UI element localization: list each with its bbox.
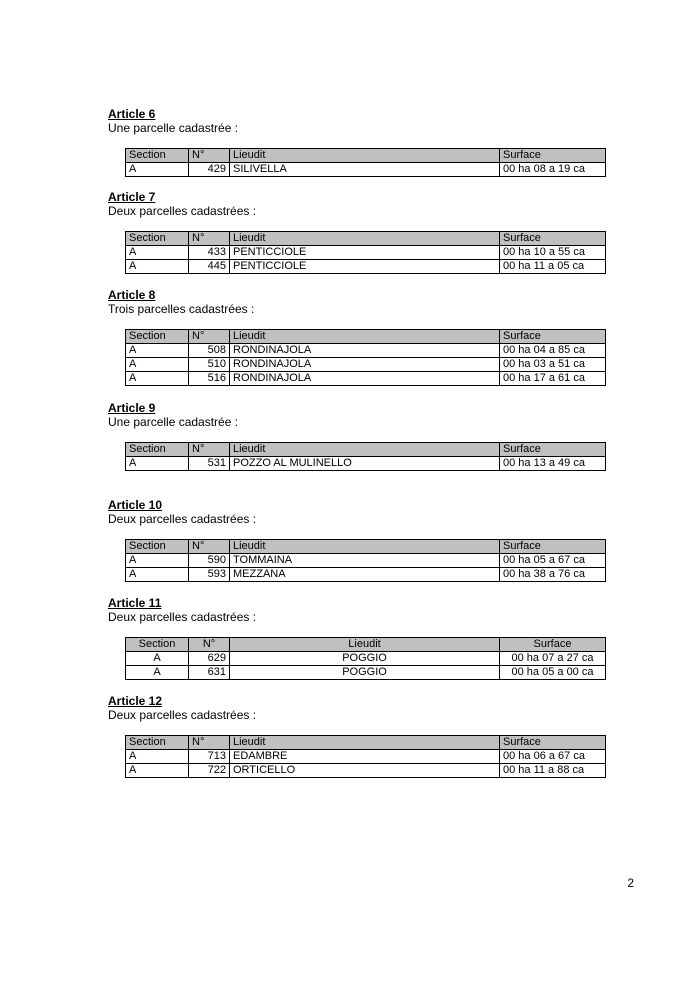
article-title: Article 9 bbox=[108, 401, 156, 415]
parcel-table bbox=[125, 329, 606, 386]
cell-number: 531 bbox=[189, 457, 230, 471]
cell-number: 445 bbox=[189, 260, 230, 274]
table-header-row bbox=[126, 149, 606, 163]
article-title: Article 12 bbox=[108, 694, 163, 708]
article-description: Deux parcelles cadastrées : bbox=[108, 204, 257, 218]
header-number: N° bbox=[189, 232, 230, 246]
header-surface: Surface bbox=[500, 232, 606, 246]
header-section: Section bbox=[126, 330, 189, 344]
table-header-row bbox=[126, 736, 606, 750]
cell-section: A bbox=[126, 246, 189, 260]
cell-surface: 00 ha 03 a 51 ca bbox=[500, 358, 606, 372]
header-number: N° bbox=[189, 638, 230, 652]
article-title: Article 7 bbox=[108, 190, 156, 204]
header-section: Section bbox=[126, 540, 189, 554]
cell-lieudit: PENTICCIOLE bbox=[230, 246, 500, 260]
header-section: Section bbox=[126, 149, 189, 163]
article-description: Deux parcelles cadastrées : bbox=[108, 708, 257, 722]
header-surface: Surface bbox=[500, 330, 606, 344]
article-9 bbox=[108, 401, 585, 469]
cell-number: 510 bbox=[189, 358, 230, 372]
cell-surface: 00 ha 04 a 85 ca bbox=[500, 344, 606, 358]
cell-surface: 00 ha 11 a 88 ca bbox=[500, 764, 606, 778]
table-header-row bbox=[126, 638, 606, 652]
article-description: Une parcelle cadastrée : bbox=[108, 415, 239, 429]
cell-lieudit: RONDINAJOLA bbox=[230, 358, 500, 372]
article-10 bbox=[108, 498, 585, 580]
header-lieudit: Lieudit bbox=[230, 540, 500, 554]
cell-lieudit: RONDINAJOLA bbox=[230, 372, 500, 386]
cell-section: A bbox=[126, 554, 189, 568]
header-lieudit: Lieudit bbox=[230, 330, 500, 344]
cell-number: 433 bbox=[189, 246, 230, 260]
parcel-table bbox=[125, 735, 606, 778]
table-row bbox=[126, 344, 606, 358]
cell-number: 631 bbox=[189, 666, 230, 680]
table-row bbox=[126, 358, 606, 372]
cell-lieudit: TOMMAINA bbox=[230, 554, 500, 568]
article-12 bbox=[108, 694, 585, 776]
article-7 bbox=[108, 190, 585, 272]
header-number: N° bbox=[189, 330, 230, 344]
parcel-table bbox=[125, 637, 606, 680]
cell-section: A bbox=[126, 666, 189, 680]
table-header-row bbox=[126, 443, 606, 457]
table-row bbox=[126, 372, 606, 386]
table-row bbox=[126, 260, 606, 274]
table-row bbox=[126, 457, 606, 471]
cell-lieudit: SILIVELLA bbox=[230, 163, 500, 177]
cell-number: 629 bbox=[189, 652, 230, 666]
table-header-row bbox=[126, 232, 606, 246]
header-lieudit: Lieudit bbox=[230, 149, 500, 163]
header-lieudit: Lieudit bbox=[230, 443, 500, 457]
table-header-row bbox=[126, 540, 606, 554]
cell-lieudit: RONDINAJOLA bbox=[230, 344, 500, 358]
cell-section: A bbox=[126, 652, 189, 666]
cell-section: A bbox=[126, 372, 189, 386]
cell-surface: 00 ha 05 a 67 ca bbox=[500, 554, 606, 568]
cell-number: 722 bbox=[189, 764, 230, 778]
header-section: Section bbox=[126, 443, 189, 457]
article-title: Article 6 bbox=[108, 107, 156, 121]
table-row bbox=[126, 666, 606, 680]
header-section: Section bbox=[126, 736, 189, 750]
cell-lieudit: EDAMBRE bbox=[230, 750, 500, 764]
cell-lieudit: ORTICELLO bbox=[230, 764, 500, 778]
cell-surface: 00 ha 07 a 27 ca bbox=[500, 652, 606, 666]
parcel-table bbox=[125, 539, 606, 582]
cell-lieudit: POGGIO bbox=[230, 652, 500, 666]
article-description: Une parcelle cadastrée : bbox=[108, 121, 239, 135]
cell-number: 429 bbox=[189, 163, 230, 177]
cell-surface: 00 ha 17 a 61 ca bbox=[500, 372, 606, 386]
header-section: Section bbox=[126, 232, 189, 246]
header-surface: Surface bbox=[500, 736, 606, 750]
cell-section: A bbox=[126, 568, 189, 582]
article-title: Article 10 bbox=[108, 498, 163, 512]
cell-section: A bbox=[126, 344, 189, 358]
cell-number: 593 bbox=[189, 568, 230, 582]
table-row bbox=[126, 554, 606, 568]
cell-surface: 00 ha 10 a 55 ca bbox=[500, 246, 606, 260]
cell-section: A bbox=[126, 764, 189, 778]
header-surface: Surface bbox=[500, 540, 606, 554]
cell-lieudit: POZZO AL MULINELLO bbox=[230, 457, 500, 471]
cell-number: 713 bbox=[189, 750, 230, 764]
page-number: 2 bbox=[627, 876, 634, 890]
table-row bbox=[126, 163, 606, 177]
cell-surface: 00 ha 06 a 67 ca bbox=[500, 750, 606, 764]
parcel-table bbox=[125, 231, 606, 274]
article-description: Deux parcelles cadastrées : bbox=[108, 610, 257, 624]
article-title: Article 11 bbox=[108, 596, 162, 610]
cell-surface: 00 ha 05 a 00 ca bbox=[500, 666, 606, 680]
header-number: N° bbox=[189, 149, 230, 163]
cell-section: A bbox=[126, 358, 189, 372]
article-8 bbox=[108, 288, 585, 384]
article-11 bbox=[108, 596, 594, 678]
table-header-row bbox=[126, 330, 606, 344]
cell-surface: 00 ha 38 a 76 ca bbox=[500, 568, 606, 582]
table-row bbox=[126, 764, 606, 778]
table-row bbox=[126, 750, 606, 764]
cell-number: 590 bbox=[189, 554, 230, 568]
cell-section: A bbox=[126, 260, 189, 274]
cell-lieudit: POGGIO bbox=[230, 666, 500, 680]
header-lieudit: Lieudit bbox=[230, 232, 500, 246]
header-surface: Surface bbox=[500, 149, 606, 163]
header-lieudit: Lieudit bbox=[230, 736, 500, 750]
table-row bbox=[126, 652, 606, 666]
cell-surface: 00 ha 13 a 49 ca bbox=[500, 457, 606, 471]
article-description: Trois parcelles cadastrées : bbox=[108, 302, 255, 316]
header-number: N° bbox=[189, 443, 230, 457]
header-section: Section bbox=[126, 638, 189, 652]
header-surface: Surface bbox=[500, 443, 606, 457]
article-title: Article 8 bbox=[108, 288, 156, 302]
cell-lieudit: PENTICCIOLE bbox=[230, 260, 500, 274]
cell-section: A bbox=[126, 163, 189, 177]
cell-section: A bbox=[126, 750, 189, 764]
header-lieudit: Lieudit bbox=[230, 638, 500, 652]
cell-number: 516 bbox=[189, 372, 230, 386]
table-row bbox=[126, 568, 606, 582]
cell-surface: 00 ha 08 a 19 ca bbox=[500, 163, 606, 177]
parcel-table bbox=[125, 148, 606, 177]
article-description: Deux parcelles cadastrées : bbox=[108, 512, 257, 526]
cell-section: A bbox=[126, 457, 189, 471]
header-number: N° bbox=[189, 736, 230, 750]
cell-number: 508 bbox=[189, 344, 230, 358]
cell-surface: 00 ha 11 a 05 ca bbox=[500, 260, 606, 274]
parcel-table bbox=[125, 442, 606, 471]
header-number: N° bbox=[189, 540, 230, 554]
header-surface: Surface bbox=[500, 638, 606, 652]
table-row bbox=[126, 246, 606, 260]
cell-lieudit: MEZZANA bbox=[230, 568, 500, 582]
article-6 bbox=[108, 107, 585, 175]
